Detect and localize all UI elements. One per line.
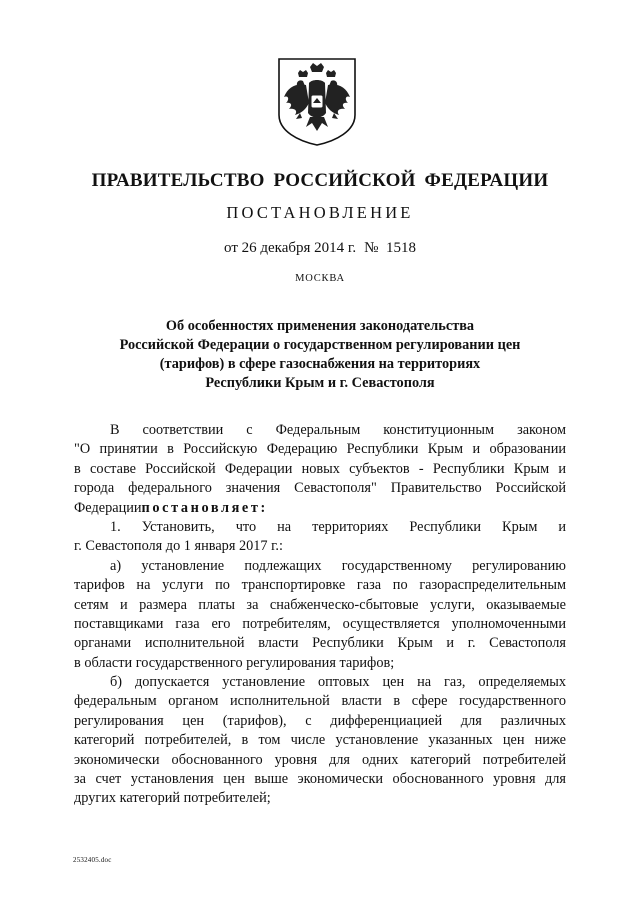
body-line: 1. Установить, что на территориях Республики Крым и bbox=[110, 518, 566, 535]
number-sign: № bbox=[364, 240, 379, 256]
document-city: МОСКВА bbox=[295, 273, 345, 284]
document-date-line bbox=[0, 240, 640, 257]
body-line: поставщиками газа его потребителям, осуществляется уполномоченными bbox=[74, 615, 566, 632]
government-title: ПРАВИТЕЛЬСТВО РОССИЙСКОЙ ФЕДЕРАЦИИ bbox=[91, 170, 549, 191]
document-heading bbox=[0, 317, 640, 393]
body-line: сетям и размера платы за снабженческо-сбытовые услуги, оказываемые bbox=[74, 596, 566, 613]
body-line: экономически обоснованного уровня для одних категорий потребителей bbox=[74, 751, 566, 768]
heading-line: Республики Крым и г. Севастополя bbox=[205, 375, 435, 391]
body-line: категорий потребителей, в том числе установление указанных цен ниже bbox=[74, 732, 566, 749]
heading-line: (тарифов) в сфере газоснабжения на территориях bbox=[159, 356, 481, 372]
body-line: органами исполнительной власти Республики Крым и г. Севастополя bbox=[74, 635, 566, 652]
body-line: в области государственного регулирования тарифов; bbox=[74, 654, 395, 671]
document-body bbox=[74, 421, 566, 809]
file-code: 2532405.doc bbox=[73, 856, 112, 864]
body-line: в составе Российской Федерации новых субъектов - Республики Крым и bbox=[74, 460, 566, 477]
resolves-word: постановляет: bbox=[141, 499, 268, 516]
document-number: 1518 bbox=[385, 240, 416, 256]
heading-line: Российской Федерации о государственном регулировании цен bbox=[119, 337, 521, 353]
heading-line: Об особенностях применения законодательства bbox=[165, 318, 475, 334]
body-line: г. Севастополя до 1 января 2017 г.: bbox=[74, 538, 283, 555]
body-line: города федерального значения Севастополя" Правительство Российской bbox=[74, 480, 566, 497]
body-line: федеральным органом исполнительной власти в сфере государственного bbox=[74, 693, 566, 710]
document-type: ПОСТАНОВЛЕНИЕ bbox=[226, 203, 414, 222]
body-line: за счет установления цен выше экономически обоснованного уровня для bbox=[74, 771, 566, 788]
preamble-end: Федерации bbox=[74, 499, 142, 516]
document-date: от 26 декабря 2014 г. bbox=[224, 240, 357, 256]
russian-coat-of-arms-emblem bbox=[276, 57, 358, 147]
body-line-resolves bbox=[74, 499, 566, 518]
body-line: "О принятии в Российскую Федерацию Республики Крым и образовании bbox=[74, 441, 566, 458]
body-line: тарифов на услуги по транспортировке газа по газораспределительным bbox=[74, 577, 566, 594]
body-line: регулирования цен (тарифов), с дифференциацией для различных bbox=[74, 712, 566, 729]
body-line: В соответствии с Федеральным конституционным законом bbox=[110, 422, 566, 438]
body-line: других категорий потребителей; bbox=[74, 790, 271, 807]
body-line: б) допускается установление оптовых цен на газ, определяемых bbox=[110, 674, 566, 691]
body-line: а) установление подлежащих государственному регулированию bbox=[110, 557, 566, 574]
